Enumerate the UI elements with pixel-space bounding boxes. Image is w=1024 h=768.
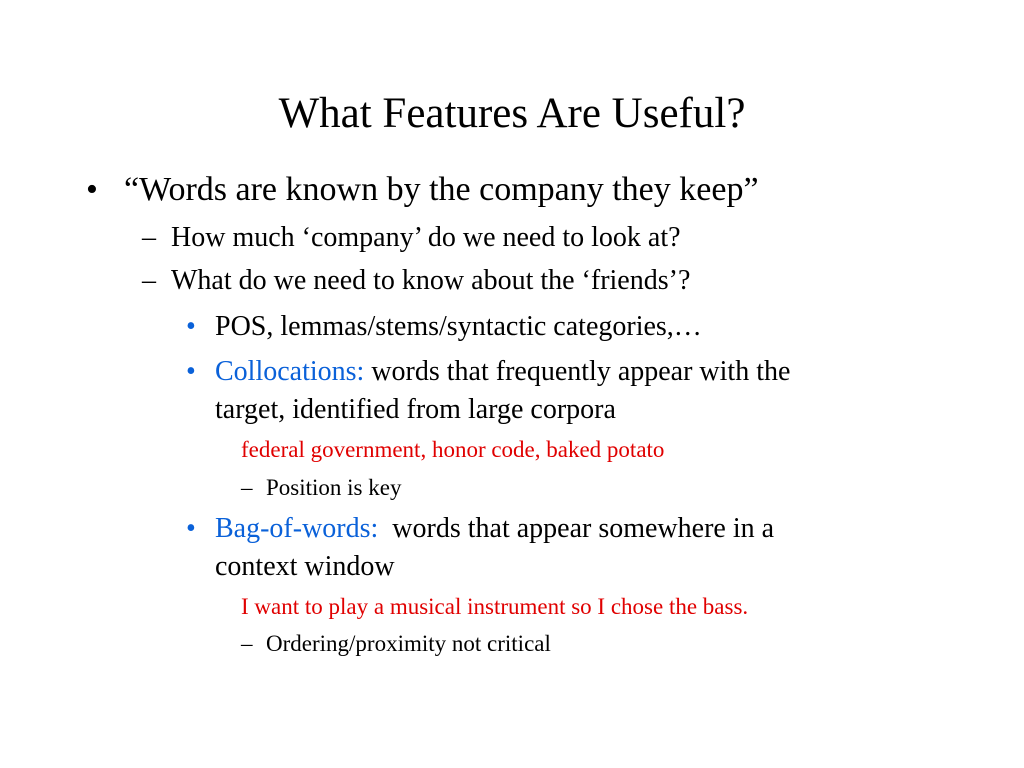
bag-of-words-term: Bag-of-words: [215, 513, 379, 544]
collocations-line [215, 355, 790, 389]
collocations-note: Position is key [266, 475, 402, 500]
dash-marker: – [241, 475, 253, 500]
bullet-marker: • [186, 513, 196, 544]
bag-of-words-note: Ordering/proximity not critical [266, 631, 551, 656]
bag-of-words-example: I want to play a musical instrument so I chose the bass. [241, 594, 749, 619]
dash-marker: – [142, 222, 156, 253]
bullet-marker: • [186, 356, 196, 387]
bullet-marker: • [86, 171, 98, 208]
sub-bullet-friends: What do we need to know about the ‘friends’? [171, 265, 691, 296]
bag-of-words-definition: words that appear somewhere in a [378, 513, 775, 544]
bullet-marker: • [186, 311, 196, 342]
main-bullet-text: “Words are known by the company they keep” [124, 171, 759, 208]
dash-marker: – [241, 631, 253, 656]
collocations-definition: words that frequently appear with the [364, 356, 791, 387]
collocations-example: federal government, honor code, baked potato [241, 437, 665, 462]
item-pos: POS, lemmas/stems/syntactic categories,… [215, 311, 702, 342]
bag-of-words-definition-cont: context window [215, 551, 395, 582]
collocations-term: Collocations: [215, 356, 365, 387]
bag-of-words-line [215, 512, 774, 546]
collocations-definition-cont: target, identified from large corpora [215, 394, 616, 425]
dash-marker: – [142, 265, 156, 296]
slide-title: What Features Are Useful? [278, 90, 746, 137]
sub-bullet-company: How much ‘company’ do we need to look at? [171, 222, 681, 253]
